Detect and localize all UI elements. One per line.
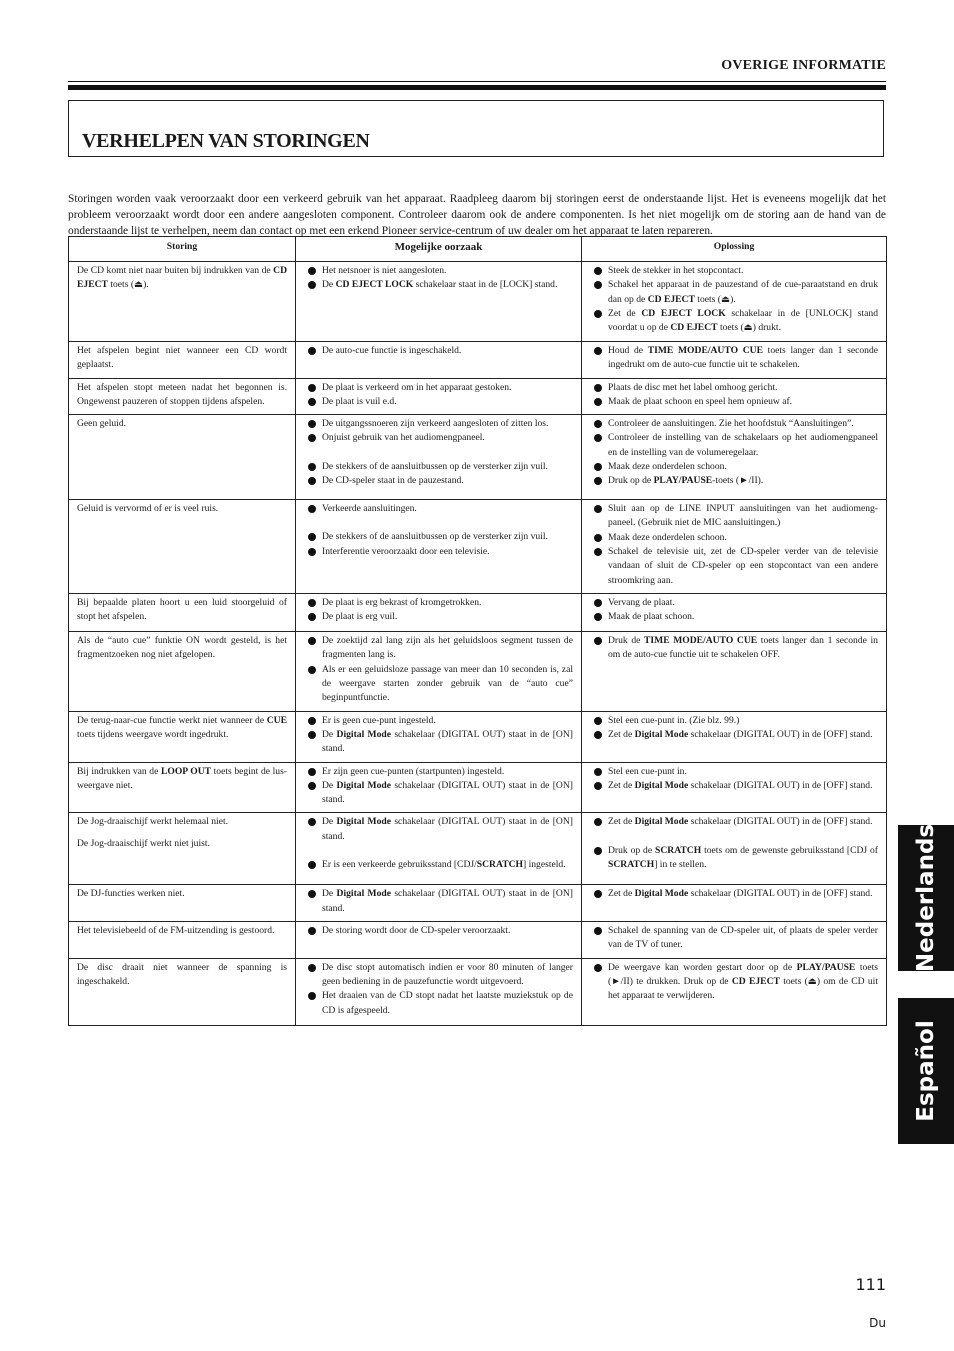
cause-cell [296,958,582,1025]
list-item-text: Er zijn geen cue-punten (startpunten) ingesteld. [322,765,505,777]
bullet-icon [308,992,316,1000]
list-item [590,344,878,373]
cause-cell [296,378,582,415]
bullet-icon [594,463,602,471]
tab-espanol-label: Español [913,1020,939,1122]
cause-cell [296,711,582,762]
table-row [69,922,887,959]
list-item [304,460,573,474]
list-item-text: De uitgangssnoeren zijn verkeerd aangesloten of zitten los. [322,418,549,430]
bullet-icon [594,398,602,406]
solution-cell-list [590,264,878,335]
issue-cell [69,378,296,415]
list-item [304,545,573,559]
issue-cell [69,415,296,500]
list-item [304,381,573,395]
bullet-icon [594,548,602,556]
solution-cell-list [590,417,878,488]
issue-text: Als de “auto cue” funktie ON wordt gesteld, is het fragmentzoeken nog niet afgelopen. [77,635,287,661]
list-item [590,779,878,793]
bullet-icon [308,613,316,621]
list-item [304,887,573,916]
bullet-icon [308,666,316,674]
troubleshooting-table [68,236,887,1026]
issue-text: De Jog-draaischijf werkt niet juist. [77,837,210,849]
list-item [590,596,878,610]
bullet-icon [594,782,602,790]
table-row [69,500,887,594]
issue-cell [69,885,296,922]
bullet-icon [308,599,316,607]
solution-cell [582,711,887,762]
issue-text: De CD komt niet naar buiten bij indrukken van de CD EJECT toets (⏏). [77,265,287,291]
list-item-text: Schakel de spanning van de CD-speler uit, of plaats de speler verder van de TV of tuner. [608,925,878,951]
bullet-icon [594,818,602,826]
list-item [590,307,878,336]
list-item-text: De plaat is vuil e.d. [322,395,397,407]
list-item [304,663,573,706]
list-item [590,610,878,624]
table-row [69,958,887,1025]
bullet-icon [594,267,602,275]
list-item [304,596,573,610]
list-item [304,924,573,938]
list-item-text: Het draaien van de CD stopt nadat het laatste muziekstuk op de CD is afgespeeld. [322,990,573,1016]
bullet-icon [308,548,316,556]
list-item-text: De disc stopt automatisch indien er voor 80 minuten of langer geen bediening in de pauzefunctie wordt uitgevoerd. [322,961,573,987]
bullet-icon [308,717,316,725]
bullet-icon [308,347,316,355]
issue-cell [69,342,296,379]
bullet-icon [308,398,316,406]
list-item [304,530,573,544]
list-item [304,815,573,844]
solution-cell-list [590,887,878,901]
list-item-text: Zet de CD EJECT LOCK schakelaar in de [UNLOCK] stand voordat u op de CD EJECT toets (⏏) drukt. [608,307,878,334]
list-item-text: De Digital Mode schakelaar (DIGITAL OUT) staat in de [ON] stand. [322,779,573,806]
list-item-text: De CD-speler staat in de pauzestand. [322,475,464,487]
list-item-text: De Digital Mode schakelaar (DIGITAL OUT) staat in de [ON] stand. [322,816,573,842]
list-item-text: Het netsnoer is niet aangesloten. [322,265,447,276]
list-item [590,844,878,873]
list-item-text: Steek de stekker in het stopcontact. [608,265,744,276]
list-item [304,765,573,779]
list-item-text: Schakel de televisie uit, zet de CD-speler verder van de televisie vandaan of sluit de CD-speler op een stopcontact van een andere stroomkring aan. [608,546,878,586]
cause-cell-list [304,502,573,559]
bullet-icon [308,964,316,972]
issue-text: Bij indrukken van de LOOP OUT toets begint de lus-weergave niet. [77,765,288,791]
list-item [304,714,573,728]
solution-cell [582,922,887,959]
list-item [304,634,573,663]
bullet-icon [308,477,316,485]
list-item-text: De storing wordt door de CD-speler veroorzaakt. [322,925,511,937]
header-oplossing: Oplossing [582,237,887,262]
tab-nederlands-label: Nederlands [913,823,939,973]
bullet-icon [308,463,316,471]
intro-paragraph: Storingen worden vaak veroorzaakt door een verkeerd gebruik van het apparaat. Raadpleeg daarom bij storingen eerst de onderstaande lijst. Het is eveneens mogelijk dat het probleem veroorzaakt wordt door een andere aangesloten component. Controleer daarom ook de andere componenten. Is het niet mogelijk om de storing aan de hand van de onderstaande lijst te verhelpen, neem dan contact op met een erkend Pioneer service-centrum of uw dealer om het apparaat te laten repareren. [68,193,886,238]
solution-cell-list [590,596,878,625]
bullet-icon [594,927,602,935]
table-row [69,885,887,922]
list-item [590,395,878,409]
list-item-text: Plaats de disc met het label omhoog gericht. [608,381,778,393]
list-item-text: De zoektijd zal lang zijn als het geluidsloos segment tussen de fragmenten lang is. [322,635,573,661]
solution-cell [582,342,887,379]
page-number: 111 [855,1275,886,1294]
bullet-icon [594,505,602,513]
solution-cell [582,885,887,922]
list-item-text: Er is een verkeerde gebruiksstand [CDJ/SCRATCH] ingesteld. [322,859,566,871]
list-item-text: Onjuist gebruik van het audiomengpaneel. [322,432,485,444]
title-box [68,100,884,157]
header-storing: Storing [69,237,296,262]
bullet-icon [594,434,602,442]
list-item [304,779,573,808]
list-item-text: De weergave kan worden gestart door op de PLAY/PAUSE toets (►/II) te drukken. Druk op de CD EJECT toets (⏏) om de CD uit het apparaat te verwijderen. [608,961,878,1002]
list-item [590,887,878,901]
table-row [69,632,887,711]
list-item-text: Vervang de plaat. [608,597,675,609]
solution-cell [582,594,887,632]
list-item-text: Controleer de instelling van de schakelaars op het audiomengpaneel en de instelling van de volumeregelaar. [608,432,878,458]
bullet-icon [594,420,602,428]
table-row [69,594,887,632]
table-row [69,262,887,342]
table-header-row [69,237,887,262]
cause-cell [296,632,582,711]
bullet-icon [594,384,602,392]
list-item [590,961,878,1004]
list-item-text: Zet de Digital Mode schakelaar (DIGITAL OUT) in de [OFF] stand. [608,779,873,791]
issue-cell [69,594,296,632]
list-item-text: De CD EJECT LOCK schakelaar staat in de [LOCK] stand. [322,279,558,291]
bullet-icon [308,890,316,898]
cause-cell-list [304,924,573,938]
bullet-icon [594,890,602,898]
bullet-icon [308,818,316,826]
list-item [590,264,878,278]
solution-cell-list [590,502,878,588]
issue-text: Het afspelen stopt meteen nadat het begonnen is. Ongewenst pauzeren of stoppen tijdens afspelen. [77,381,287,407]
list-item-text: De plaat is erg bekrast of kromgetrokken. [322,597,482,609]
list-item-text: Stel een cue-punt in. (Zie blz. 99.) [608,714,740,726]
issue-cell [69,262,296,342]
list-item [590,431,878,460]
list-item [590,474,878,488]
solution-cell [582,762,887,813]
cause-cell [296,500,582,594]
list-item [304,961,573,990]
bullet-icon [308,505,316,513]
list-item-text: De Digital Mode schakelaar (DIGITAL OUT) staat in de [ON] stand. [322,728,573,755]
solution-cell-list [590,381,878,410]
list-item [304,502,573,516]
list-item [590,381,878,395]
cause-cell-list [304,887,573,916]
table-row [69,378,887,415]
bullet-icon [308,637,316,645]
cause-cell [296,762,582,813]
list-item [590,634,878,663]
list-item [590,460,878,474]
list-item-text: De plaat is verkeerd om in het apparaat gestoken. [322,381,512,393]
list-item-text: Druk de TIME MODE/AUTO CUE toets langer dan 1 seconde in om de auto-cue functie uit te schakelen OFF. [608,635,878,661]
bullet-icon [594,964,602,972]
solution-cell [582,958,887,1025]
list-item [590,728,878,742]
list-item-text: Interferentie veroorzaakt door een televisie. [322,545,490,557]
table-row [69,711,887,762]
issue-cell [69,958,296,1025]
table-row [69,415,887,500]
cause-cell [296,262,582,342]
list-item-text: Maak deze onderdelen schoon. [608,461,727,473]
issue-text: Het televisiebeeld of de FM-uitzending is gestoord. [77,925,275,937]
issue-text: De DJ-functies werken niet. [77,888,185,900]
list-item-text: De stekkers of de aansluitbussen op de versterker zijn vuil. [322,531,548,543]
cause-cell-list [304,961,573,1018]
list-item-text: Maak deze onderdelen schoon. [608,531,727,543]
bullet-icon [594,477,602,485]
list-item [590,765,878,779]
cause-cell-list [304,596,573,625]
bullet-icon [308,384,316,392]
bullet-icon [308,927,316,935]
bullet-icon [594,613,602,621]
list-item-text: Sluit aan op de LINE INPUT aansluitingen van het audiomeng-paneel. (Gebruik niet de MIC aansluitingen.) [608,503,878,529]
list-item [304,474,573,488]
bullet-icon [308,731,316,739]
cause-cell [296,922,582,959]
cause-cell-list [304,765,573,808]
table-row [69,342,887,379]
list-item [590,278,878,307]
cause-cell-list [304,264,573,293]
list-item-text: Stel een cue-punt in. [608,765,687,777]
list-item [304,989,573,1018]
list-item [304,858,573,872]
cause-cell [296,415,582,500]
language-code: Du [869,1316,886,1330]
list-item [304,610,573,624]
cause-cell-list [304,417,573,488]
list-item-text: Zet de Digital Mode schakelaar (DIGITAL OUT) in de [OFF] stand. [608,816,873,828]
bullet-icon [308,533,316,541]
issue-text: De Jog-draaischijf werkt helemaal niet. [77,816,229,828]
list-item [304,344,573,358]
list-item-text: Druk op de PLAY/PAUSE-toets (►/II). [608,475,764,487]
solution-cell [582,415,887,500]
solution-cell [582,632,887,711]
cause-cell [296,813,582,885]
bullet-icon [308,434,316,442]
list-item-text: De auto-cue functie is ingeschakeld. [322,345,462,356]
bullet-icon [594,847,602,855]
list-item-text: Verkeerde aansluitingen. [322,503,417,515]
list-item [590,924,878,953]
bullet-icon [594,599,602,607]
issue-cell [69,813,296,885]
bullet-icon [594,534,602,542]
bullet-icon [594,347,602,355]
list-item [590,815,878,829]
list-item-text: Druk op de SCRATCH toets om de gewenste gebruiksstand [CDJ of SCRATCH] in te stellen. [608,844,878,871]
list-item-text: Zet de Digital Mode schakelaar (DIGITAL OUT) in de [OFF] stand. [608,888,873,900]
issue-cell [69,711,296,762]
list-item-text: Controleer de aansluitingen. Zie het hoofdstuk “Aansluitingen”. [608,418,854,430]
solution-cell-list [590,344,878,373]
list-item [590,545,878,588]
list-item [590,417,878,431]
solution-cell [582,262,887,342]
bullet-icon [594,768,602,776]
issue-cell [69,500,296,594]
list-item [304,728,573,757]
solution-cell [582,813,887,885]
tab-nederlands[interactable] [898,825,954,971]
cause-cell-list [304,344,573,358]
list-item [304,278,573,292]
list-item-text: De Digital Mode schakelaar (DIGITAL OUT) staat in de [ON] stand. [322,888,573,914]
solution-cell [582,500,887,594]
list-item-text: Maak de plaat schoon. [608,611,695,623]
issue-text: Het afspelen begint niet wanneer een CD wordt geplaatst. [77,345,287,371]
table-row [69,762,887,813]
header-rule-thin [68,81,886,82]
list-item [590,502,878,531]
list-item [304,264,573,278]
page-title: VERHELPEN VAN STORINGEN [82,130,370,152]
list-item [304,431,573,445]
bullet-icon [594,637,602,645]
bullet-icon [308,861,316,869]
list-item-text: De plaat is erg vuil. [322,611,398,623]
solution-cell-list [590,714,878,743]
table-row [69,813,887,885]
header-rule-thick [68,85,886,90]
solution-cell-list [590,765,878,794]
bullet-icon [594,731,602,739]
cause-cell [296,594,582,632]
list-item [590,531,878,545]
issue-cell [69,632,296,711]
solution-cell-list [590,634,878,663]
list-item-text: Zet de Digital Mode schakelaar (DIGITAL OUT) in de [OFF] stand. [608,728,873,740]
cause-cell-list [304,714,573,757]
list-item-text: Schakel het apparaat in de pauzestand of de cue-paraatstand en druk dan op de CD EJECT toets (⏏). [608,279,878,305]
bullet-icon [308,267,316,275]
cause-cell [296,885,582,922]
cause-cell-list [304,381,573,410]
cause-cell [296,342,582,379]
issue-text: Geluid is vervormd of er is veel ruis. [77,503,219,515]
list-item-text: Als er een geluidsloze passage van meer dan 10 seconden is, zal de weergave starten zonder gebruik van de “auto cue” beginpuntfunctie. [322,663,573,704]
bullet-icon [308,420,316,428]
issue-text: De disc draait niet wanneer de spanning is ingeschakeld. [77,961,287,987]
issue-text: Geen geluid. [77,418,127,430]
cause-cell-list [304,634,573,705]
list-item-text: De stekkers of de aansluitbussen op de versterker zijn vuil. [322,460,548,472]
section-header: OVERIGE INFORMATIE [721,58,886,73]
solution-cell-list [590,961,878,1004]
tab-espanol[interactable] [898,998,954,1144]
bullet-icon [594,281,602,289]
list-item [304,417,573,431]
issue-text: De terug-naar-cue functie werkt niet wanneer de CUE toets tijdens weergave wordt ingedrukt. [77,714,287,740]
issue-text: Bij bepaalde platen hoort u een luid stoorgeluid of stopt het afspelen. [77,597,287,623]
solution-cell-list [590,924,878,953]
solution-cell [582,378,887,415]
bullet-icon [594,310,602,318]
list-item [590,714,878,728]
list-item-text: Maak de plaat schoon en speel hem opnieuw af. [608,395,793,407]
cause-cell-list [304,815,573,872]
header-oorzaak: Mogelijke oorzaak [296,237,582,262]
bullet-icon [308,782,316,790]
list-item [304,395,573,409]
issue-cell [69,922,296,959]
solution-cell-list [590,815,878,872]
issue-cell [69,762,296,813]
list-item-text: Houd de TIME MODE/AUTO CUE toets langer dan 1 seconde ingedrukt om de auto-cue functie uit te schakelen. [608,345,878,371]
bullet-icon [308,281,316,289]
list-item-text: Er is geen cue-punt ingesteld. [322,714,436,726]
bullet-icon [594,717,602,725]
bullet-icon [308,768,316,776]
